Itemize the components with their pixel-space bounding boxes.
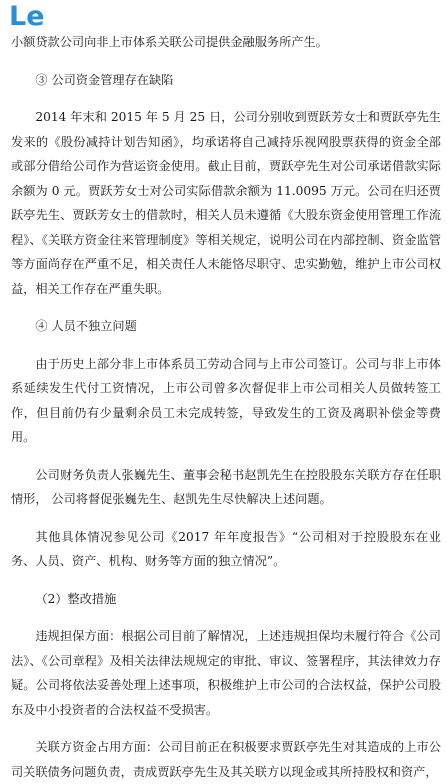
paragraph-fund-management: 2014 年末和 2015 年 5 月 25 日，公司分别收到贾跃芳女士和贾跃亭先生发来的《股份减持计划告知函》，均承诺将自己减持乐视网股票获得的资金全部或部分借给公司作为营运资金使用。截止目前，贾跃亭先生对公司承诺借款实际余额为 0 元。贾跃芳女士对公司实际借款余额为 11.0095 万元。公司在归还贾跃亭先生、贾跃芳女士的借款时，相关人员未遵循《大股东资金使用管理工作流程》、《关联方资金往来管理制度》等相关规定，说明公司在内部控制、资金监管等方面尚存在严重不足，相关责任人未能恪尽职守、忠实勤勉，维护上市公司权益，相关工作存在严重失职。: [11, 110, 441, 296]
le-logo-text: Le: [9, 1, 45, 30]
paragraph-annual-report-reference: 其他具体情况参见公司《2017 年年度报告》“公司相对于控股股东在业务、人员、资产、机构、财务等方面的独立情况”。: [11, 529, 441, 568]
paragraph-illegal-guarantee: 违规担保方面：根据公司目前了解情况，上述违规担保均未履行符合《公司法》、《公司章程》及相关法律法规规定的审批、审议、签署程序，其法律效力存疑。公司将依法妥善处理上述事项，积极维护上市公司的合法权益，保护公司股东及中小投资者的合法权益不受损害。: [11, 629, 441, 717]
paragraph-personnel: 由于历史上部分非上市体系员工劳动合同与上市公司签订。公司与非上市体系延续发生代付工资情况，上市公司曾多次督促非上市公司相关人员做转签工作，但目前仍有少量剩余员工未完成转签，导致发生的工资及离职补偿金等费用。: [11, 356, 441, 444]
paragraph-related-party-funds: 关联方资金占用方面：公司目前正在积极要求贾跃亭先生对其造成的上市公司关联债务问题负责，责成贾跃亭先生及其关联方以现金或其所持股权和资产，: [11, 740, 441, 779]
paragraph-loan-services: 小额贷款公司向非上市体系关联公司提供金融服务所产生。: [11, 35, 328, 49]
le-logo: [9, 0, 49, 30]
heading-fund-management-defects: ③ 公司资金管理存在缺陷: [35, 72, 174, 87]
le-logo-mark: [9, 0, 49, 30]
paragraph-finance-officers: 公司财务负责人张巍先生、董事会秘书赵凯先生在控股股东关联方存在任职情形， 公司将督促张巍先生、赵凯先生尽快解决上述问题。: [11, 467, 441, 506]
heading-rectification-measures: （2）整改措施: [35, 591, 117, 606]
document-body: [11, 30, 441, 784]
heading-personnel-independence: ④ 人员不独立问题: [35, 319, 137, 333]
